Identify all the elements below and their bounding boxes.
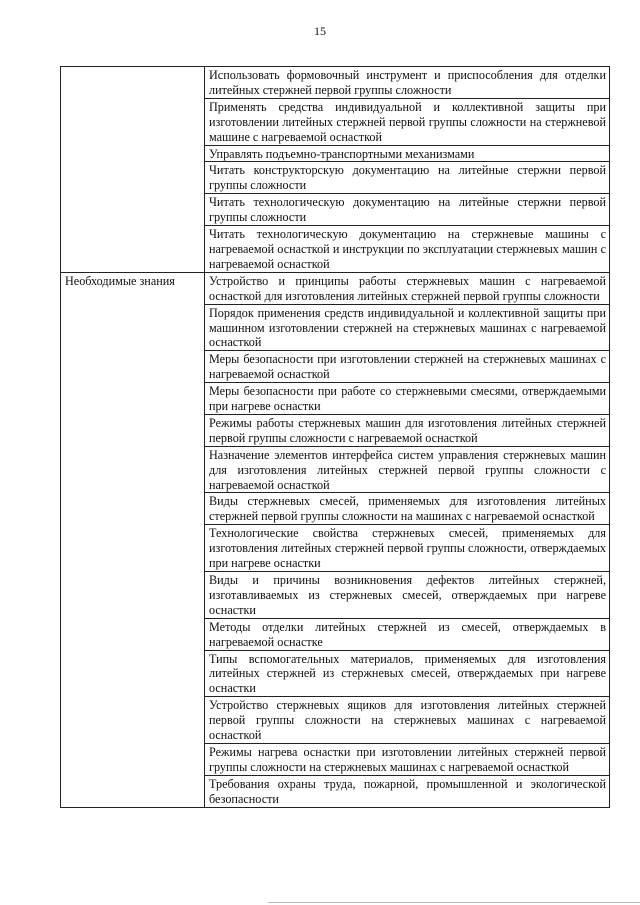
knowledge-item: Типы вспомогательных материалов, применяемых для изготовления литейных стержней из стержневых смесей, отверждаемых при нагреве оснастки	[205, 650, 610, 697]
knowledge-item: Режимы работы стержневых машин для изготовления литейных стержней первой группы сложности с нагреваемой оснасткой	[205, 414, 610, 446]
knowledge-item: Порядок применения средств индивидуальной и коллективной защиты при машинном изготовлении стержней на стержневых машинах с нагреваемой оснасткой	[205, 304, 610, 351]
knowledge-item: Устройство и принципы работы стержневых машин с нагреваемой оснасткой для изготовления литейных стержней первой группы сложности	[205, 272, 610, 304]
skills-section-label	[61, 67, 205, 273]
scan-edge-line	[268, 902, 640, 903]
knowledge-item: Технологические свойства стержневых смесей, применяемых для изготовления литейных стержней первой группы сложности, отверждаемых при нагреве оснастки	[205, 525, 610, 572]
knowledge-item: Режимы нагрева оснастки при изготовлении литейных стержней первой группы сложности на стержневых машинах с нагреваемой оснасткой	[205, 743, 610, 775]
skills-item: Использовать формовочный инструмент и приспособления для отделки литейных стержней первой группы сложности	[205, 67, 610, 99]
knowledge-item: Меры безопасности при работе со стержневыми смесями, отверждаемыми при нагреве оснастки	[205, 383, 610, 415]
skills-item: Читать технологическую документацию на литейные стержни первой группы сложности	[205, 194, 610, 226]
knowledge-item: Устройство стержневых ящиков для изготовления литейных стержней первой группы сложности на стержневых машинах с нагреваемой оснасткой	[205, 697, 610, 744]
page-number: 15	[314, 24, 326, 38]
knowledge-item: Меры безопасности при изготовлении стержней на стержневых машинах с нагреваемой оснасткой	[205, 351, 610, 383]
knowledge-item: Требования охраны труда, пожарной, промышленной и экологической безопасности	[205, 775, 610, 807]
requirements-table	[60, 66, 610, 808]
skills-item: Управлять подъемно-транспортными механизмами	[205, 145, 610, 162]
knowledge-section-label: Необходимые знания	[61, 272, 205, 807]
knowledge-item: Виды стержневых смесей, применяемых для изготовления литейных стержней первой группы сложности на машинах с нагреваемой оснасткой	[205, 493, 610, 525]
knowledge-row	[61, 272, 610, 304]
knowledge-item: Виды и причины возникновения дефектов литейных стержней, изготавливаемых из стержневых смесей, отверждаемых при нагреве оснастки	[205, 572, 610, 619]
knowledge-item: Назначение элементов интерфейса систем управления стержневых машин для изготовления литейных стержней первой группы сложности с нагреваемой оснасткой	[205, 446, 610, 493]
skills-item: Применять средства индивидуальной и коллективной защиты при изготовлении литейных стержней первой группы сложности на стержневой машине с нагреваемой оснасткой	[205, 98, 610, 145]
skills-row	[61, 67, 610, 99]
skills-item: Читать конструкторскую документацию на литейные стержни первой группы сложности	[205, 162, 610, 194]
requirements-table-body	[61, 67, 610, 808]
knowledge-item: Методы отделки литейных стержней из смесей, отверждаемых в нагреваемой оснастке	[205, 618, 610, 650]
skills-item: Читать технологическую документацию на стержневые машины с нагреваемой оснасткой и инструкции по эксплуатации стержневых машин с нагреваемой оснасткой	[205, 226, 610, 273]
